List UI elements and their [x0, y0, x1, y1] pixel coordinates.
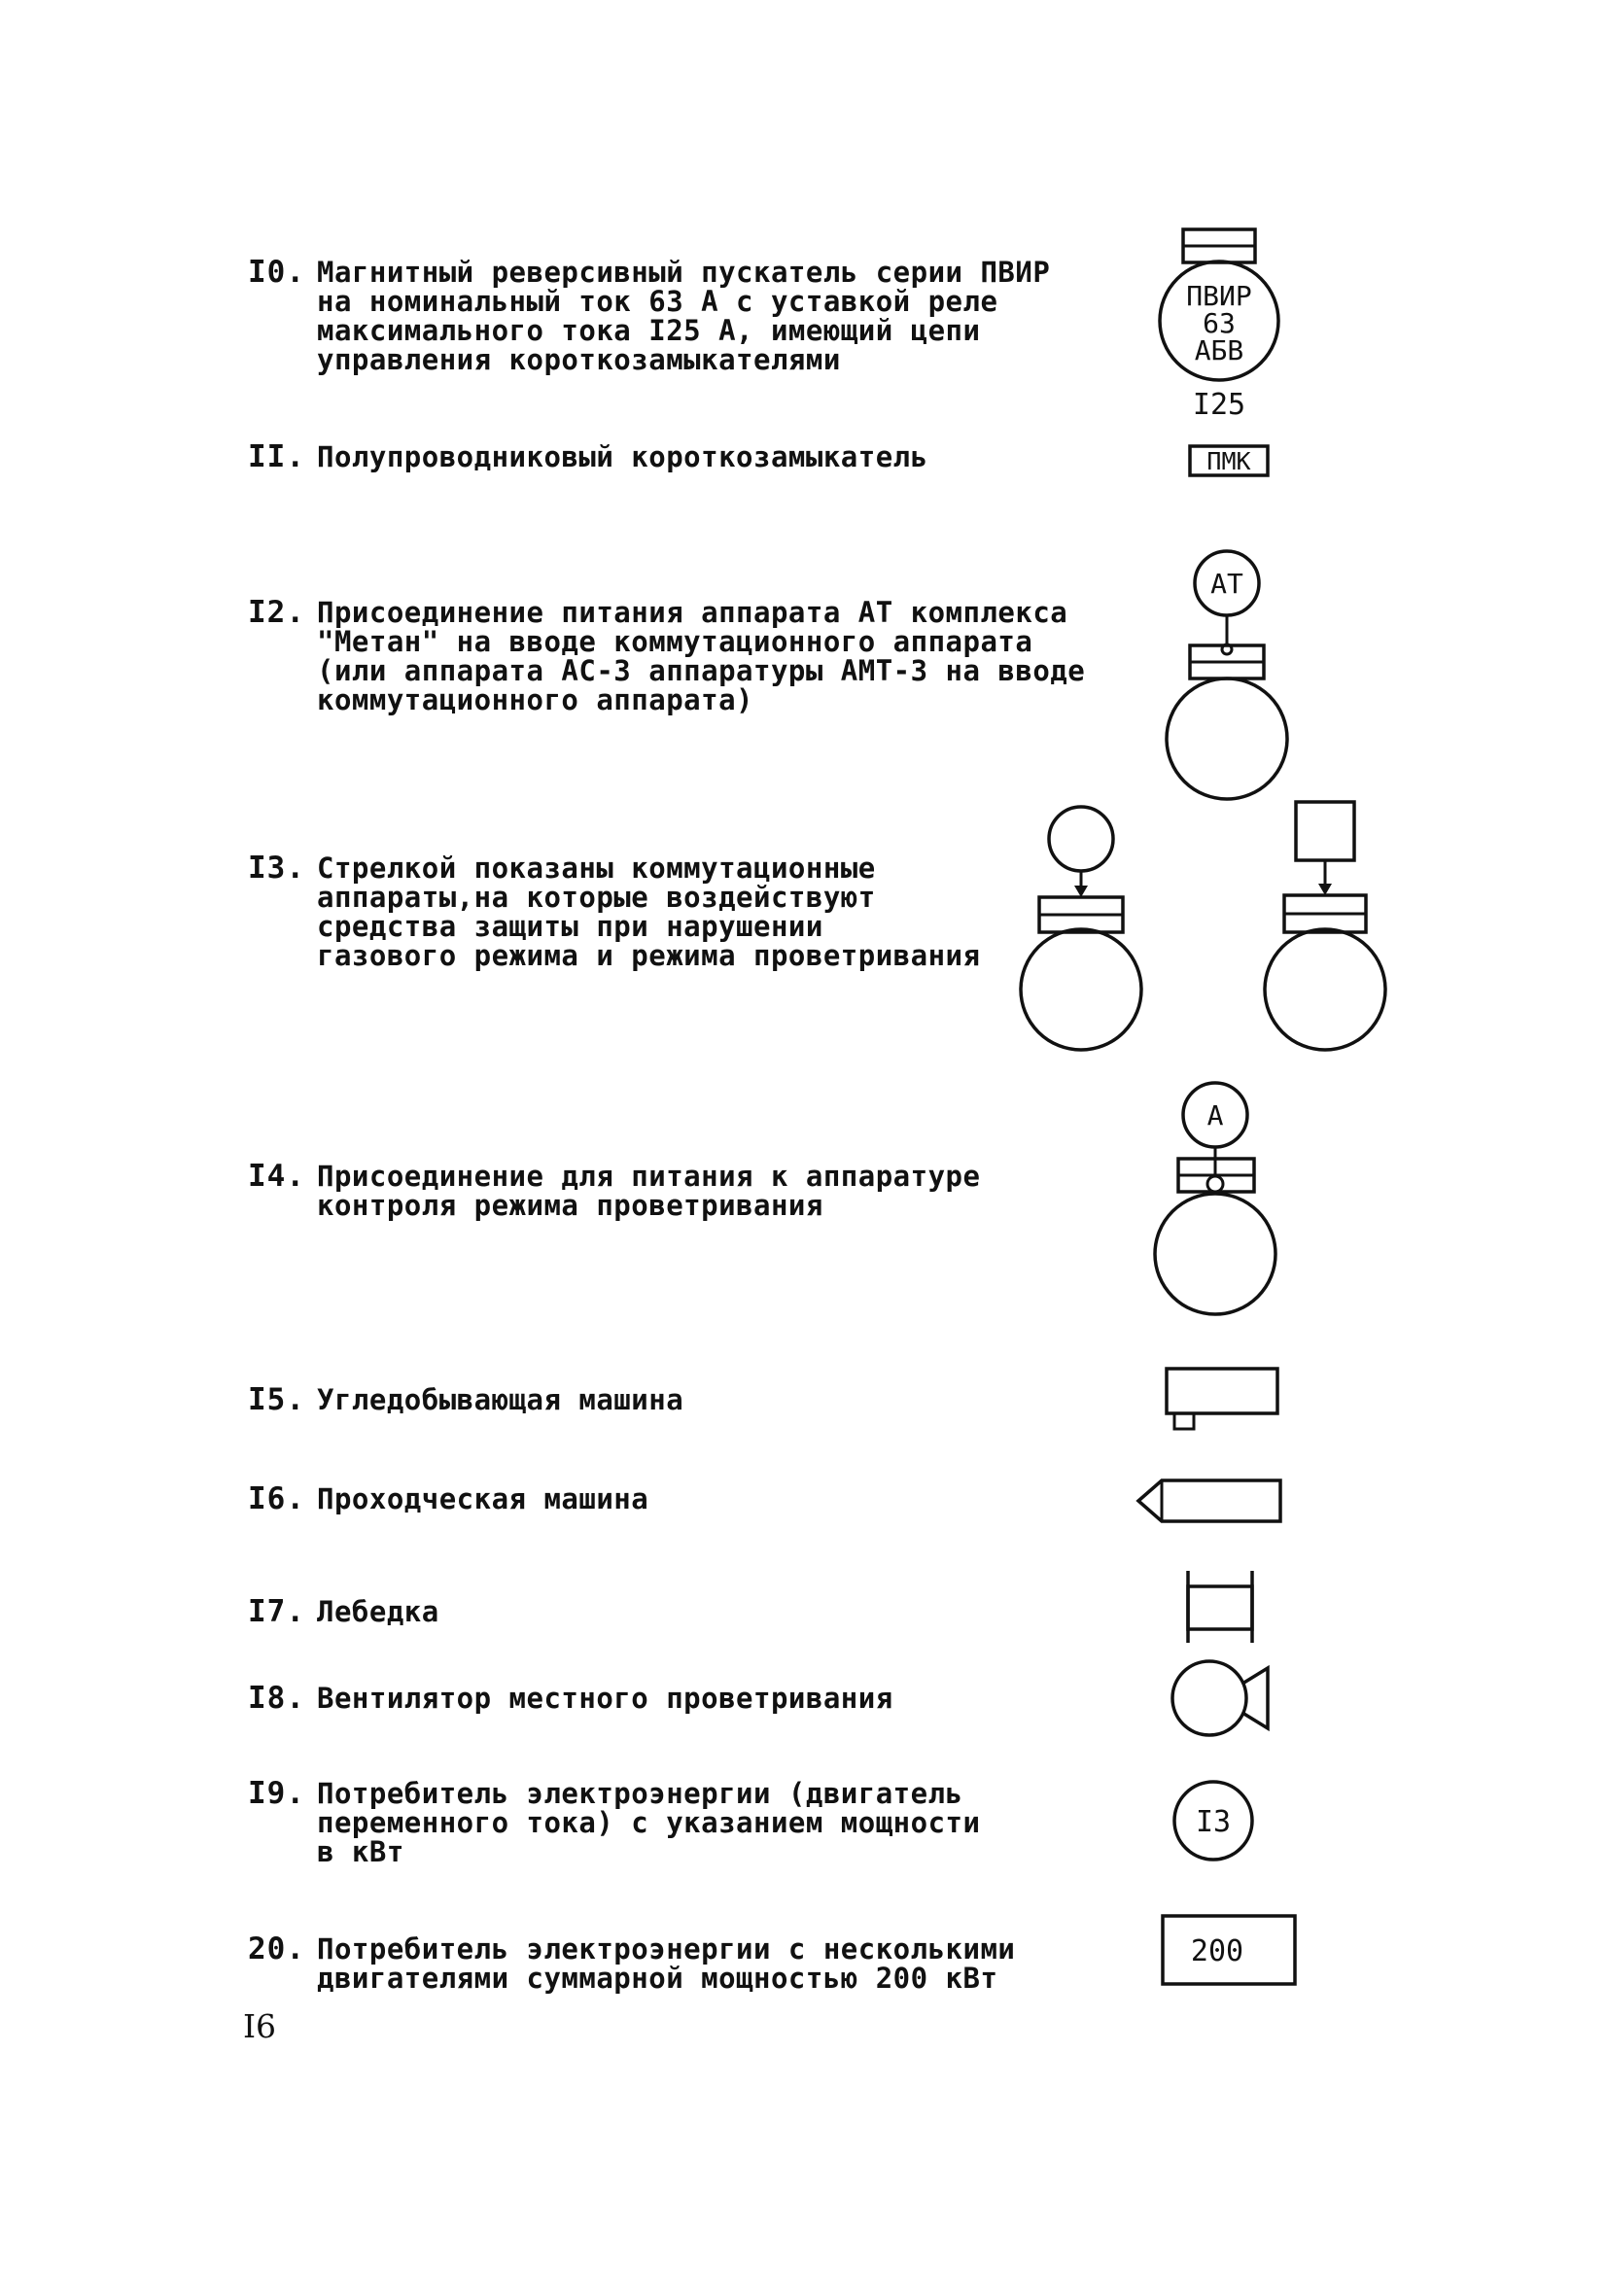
- tunneling-machine-outline: [1138, 1480, 1280, 1521]
- item-description: Присоединение для питания к аппаратуре контроля режима проветривания: [317, 1160, 981, 1222]
- item-number: I3.: [248, 851, 305, 886]
- item-description: Магнитный реверсивный пускатель серии ПВИР на номинальный ток 63 А с уставкой реле максимального тока I25 А, имеющий цепи управления короткозамыкателями: [317, 256, 1051, 376]
- symbol-label-63: 63: [1203, 307, 1236, 339]
- semiconductor-shorter-symbol: [1186, 442, 1274, 481]
- symbol-label-125: I25: [1192, 388, 1246, 422]
- symbol-label-total-power: 200: [1190, 1934, 1244, 1968]
- item-number: II.: [248, 439, 305, 474]
- fan-body: [1172, 1661, 1246, 1735]
- item-number: I8.: [248, 1681, 305, 1716]
- item-description: Потребитель электроэнергии с несколькими двигателями суммарной мощностью 200 кВт: [317, 1932, 1016, 1995]
- item-number: I5.: [248, 1382, 305, 1417]
- symbol-label-at: АТ: [1210, 568, 1243, 600]
- item-description: Присоединение питания аппарата АТ комплекса "Метан" на вводе коммутационного аппарата (или аппарата АС-3 аппаратуры АМТ-3 на вводе коммутационного аппарата): [317, 596, 1086, 716]
- item-number: I7.: [248, 1594, 305, 1629]
- item-description: Проходческая машина: [317, 1482, 649, 1515]
- item-description: Стрелкой показаны коммутационные аппараты,на которые воздействуют средства защиты при нарушении газового режима и режима проветривания: [317, 852, 981, 972]
- at-connection-symbol: [1157, 544, 1303, 807]
- ac-motor-consumer-symbol: [1167, 1779, 1264, 1866]
- item-number: 20.: [248, 1931, 305, 1966]
- item-number: I9.: [248, 1776, 305, 1811]
- multi-motor-consumer-symbol: [1157, 1910, 1303, 1993]
- coal-mining-machine-symbol: [1157, 1361, 1283, 1434]
- item-description: Полупроводниковый короткозамыкатель: [317, 440, 928, 473]
- page-number: I6: [243, 2007, 277, 2045]
- item-number: I4.: [248, 1159, 305, 1194]
- item-description: Вентилятор местного проветривания: [317, 1682, 893, 1715]
- item-description: Угледобывающая машина: [317, 1383, 684, 1416]
- local-ventilation-fan-symbol: [1167, 1654, 1283, 1742]
- item-number: I2.: [248, 595, 305, 630]
- symbol-label-a: А: [1206, 1099, 1224, 1131]
- reversing-starter-symbol: [1157, 222, 1293, 426]
- symbol-label-pmk: ПМК: [1206, 447, 1251, 475]
- item-number: I6.: [248, 1481, 305, 1516]
- symbol-label-pvir: ПВИР: [1186, 280, 1252, 312]
- item-number: I0.: [248, 255, 305, 290]
- winch-symbol: [1176, 1565, 1264, 1648]
- ventilation-control-connection-symbol: [1147, 1069, 1293, 1317]
- tunneling-machine-symbol: [1133, 1473, 1288, 1531]
- gas-protection-arrow-symbol: [1006, 792, 1405, 1060]
- symbol-label-power: I3: [1195, 1805, 1232, 1839]
- item-description: Потребитель электроэнергии (двигатель переменного тока) с указанием мощности в кВт: [317, 1777, 981, 1868]
- symbol-label-abv: АБВ: [1194, 334, 1244, 366]
- item-description: Лебедка: [317, 1595, 439, 1628]
